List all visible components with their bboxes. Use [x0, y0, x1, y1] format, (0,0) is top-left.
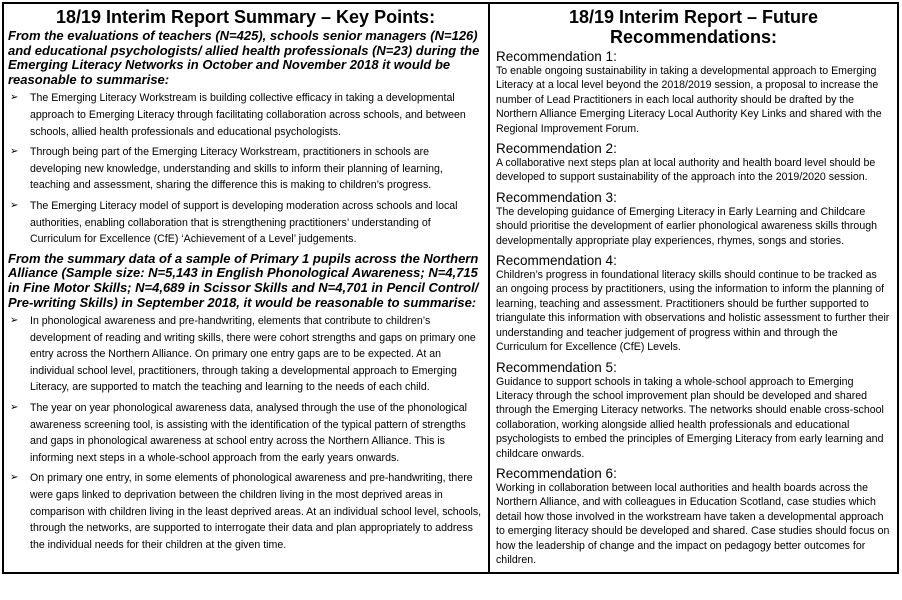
evaluation-points-list	[8, 90, 483, 247]
recommendation-2	[496, 141, 891, 185]
point-text: The Emerging Literacy Workstream is building collective efficacy in taking a developmental approach to Emerging Literacy through facilitating collaboration across schools, and between schools, allied health professionals and educational psychologists.	[30, 92, 466, 138]
summary-points-list	[8, 313, 483, 553]
recommendations-title	[496, 7, 891, 47]
point-text: Through being part of the Emerging Literacy Workstream, practitioners in schools are developing new knowledge, understanding and skills to inform their planning of learning, teaching and assessment, sharing the difference this is making to children’s progress.	[30, 146, 443, 192]
recommendation-5	[496, 360, 891, 461]
arrow-bullet-icon: ➢	[10, 199, 19, 211]
evaluations-intro: From the evaluations of teachers (N=425), schools senior managers (N=126) and educational psychologists/ allied health professionals (N=23) during the Emerging Literacy Networks in October and November 2018 it would be reasonable to summarise:	[8, 28, 480, 87]
recommendations-title-line2: Recommendations:	[609, 27, 778, 47]
summary-data-intro: From the summary data of a sample of Primary 1 pupils across the Northern Alliance (Sample size: N=5,143 in English Phonological Awareness; N=4,715 in Fine Motor Skills; N=4,689 in Scissor Skills and N=4,701 in Pencil Control/ Pre-writing Skills) in September 2018, it would be reasonable to summarise:	[8, 250, 479, 310]
recommendation-title: Recommendation 6:	[496, 465, 617, 481]
recommendation-body: A collaborative next steps plan at local authority and health board level should be developed to support sustainability of the approach into the 2019/2020 session.	[496, 157, 876, 184]
recommendation-6	[496, 466, 891, 567]
arrow-bullet-icon: ➢	[10, 472, 19, 484]
point-text: The Emerging Literacy model of support is developing moderation across schools and local authorities, enabling collaboration that is strengthening practitioners’ understanding of Curriculum for Excellence (CfE) ‘Achievement of a Level’ judgements.	[30, 199, 458, 246]
list-item	[8, 400, 483, 466]
recommendations-column	[490, 4, 897, 572]
list-item	[8, 198, 483, 248]
recommendation-3	[496, 190, 891, 248]
point-text: On primary one entry, in some elements of phonological awareness and pre-handwriting, there were gaps linked to deprivation between the children living in the most deprived areas in comparison with children living in the least deprived areas. At an individual school level, schools, through the networks, are supported to interrogate their data and plan appropriately to address the individual needs for their children at the given time.	[30, 472, 482, 551]
list-item	[8, 90, 483, 140]
list-item	[8, 313, 483, 396]
point-text: In phonological awareness and pre-handwriting, elements that contribute to children’s development of reading and writing skills, there were cohort strengths and gaps on primary one entry across the Northern Alliance. On primary one entry gaps are to be expected. At an individual school level, practitioners, through taking a developmental approach to Emerging Literacy, are supported to match the teaching and learning to the needs of each child.	[30, 315, 476, 394]
recommendation-1	[496, 49, 891, 136]
recommendation-title: Recommendation 2:	[496, 141, 617, 157]
arrow-bullet-icon: ➢	[10, 402, 19, 414]
point-text: The year on year phonological awareness data, analysed through the use of the phonological awareness screening tool, is assisting with the identification of the typical pattern of strengths and gaps in phonological awareness at school entry across the Northern Alliance. This is informing next steps in a whole-school approach from the early years onwards.	[30, 402, 467, 464]
arrow-bullet-icon: ➢	[10, 146, 19, 158]
recommendation-body: Guidance to support schools in taking a whole-school approach to Emerging Literacy through the school improvement plan should be developed and shared through the Emerging Literacy networks. The networks should enable cross-school collaboration, working alongside allied health professionals and educational psychologists to embed the principles of Emerging Literacy from early learning and childcare onwards.	[496, 375, 884, 460]
key-points-title: 18/19 Interim Report Summary – Key Points:	[55, 7, 436, 27]
recommendation-body: The developing guidance of Emerging Literacy in Early Learning and Childcare should prioritise the development of earlier phonological awareness skills through developmentally appropriate play experiences, rhymes, songs and stories.	[496, 205, 878, 247]
recommendation-body: Working in collaboration between local authorities and health boards across the Northern Alliance, and with colleagues in Education Scotland, case studies which detail how those involved in the workstream have taken a developmental approach to emerging literacy should be developed and shared. Case studies should focus on how the leadership of change and the impact on pedagogy better outcomes for children.	[496, 481, 890, 566]
recommendation-4	[496, 253, 891, 354]
report-table	[2, 2, 899, 574]
arrow-bullet-icon: ➢	[10, 315, 19, 327]
list-item	[8, 144, 483, 194]
recommendation-title: Recommendation 5:	[496, 359, 617, 375]
arrow-bullet-icon: ➢	[10, 92, 19, 104]
recommendation-title: Recommendation 1:	[496, 49, 617, 64]
key-points-column	[4, 4, 490, 572]
list-item	[8, 470, 483, 553]
recommendations-title-line1: 18/19 Interim Report – Future	[568, 7, 819, 27]
recommendation-title: Recommendation 4:	[496, 253, 617, 269]
recommendation-body: Children’s progress in foundational literacy skills should continue to be tracked as an ongoing process by practitioners, using the information to inform the planning of learning, teaching and assessment. Practitioners should be further supported to triangulate this information with observations and holistic assessment to further their understanding and teacher judgement of progress within and through the Curriculum for Excellence (CfE) Levels.	[496, 269, 890, 354]
recommendation-title: Recommendation 3:	[496, 189, 617, 205]
recommendation-body: To enable ongoing sustainability in taking a developmental approach to Emerging Literacy at a local level beyond the 2018/2019 session, a proposal to increase the number of Lead Practitioners in each local authority should be drafted by the Northern Alliance Emerging Literacy Local Authority Key Links and shared with the Regional Improvement Forum.	[496, 65, 882, 135]
